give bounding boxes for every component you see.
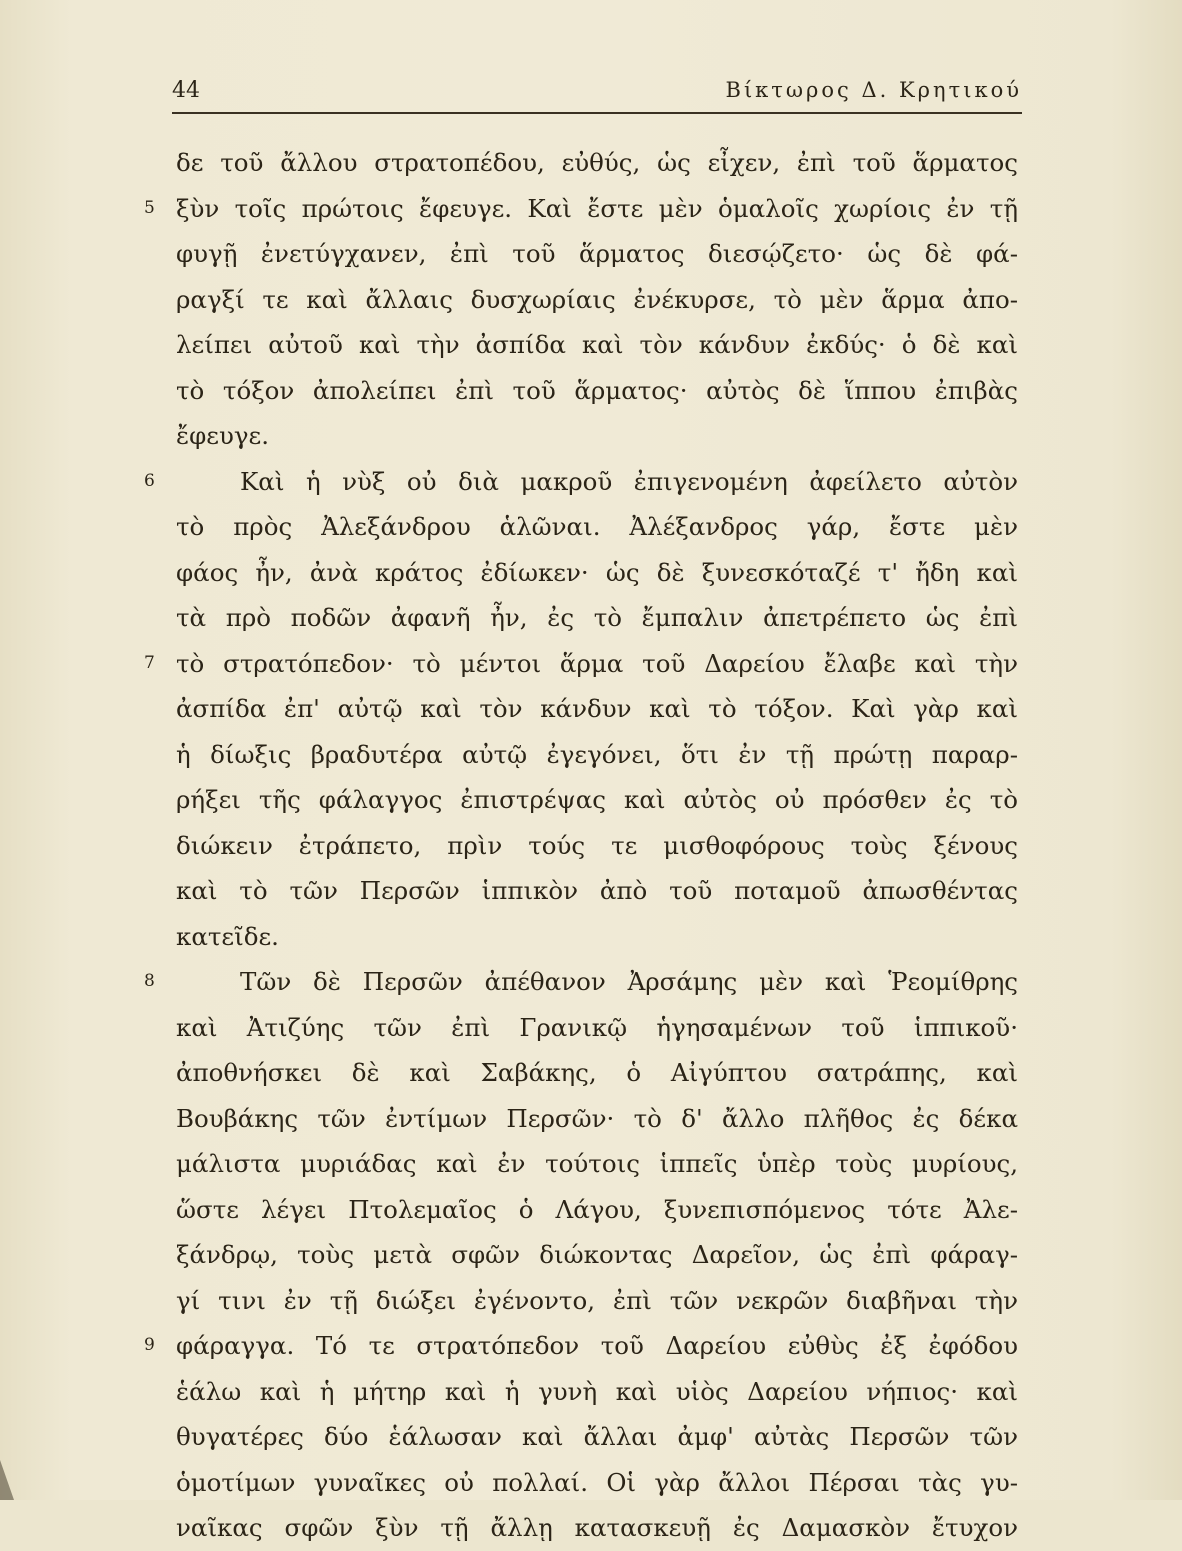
line-text: δε τοῦ ἄλλου στρατοπέδου, εὐθύς, ὡς εἶχεν, ἐπὶ τοῦ ἅρματος: [176, 148, 1018, 177]
text-line: [176, 914, 1018, 960]
scan-edge-mark: [0, 1460, 14, 1500]
section-number: 5: [144, 197, 155, 218]
line-text: τὸ πρὸς Ἀλεξάνδρου ἁλῶναι. Ἀλέξανδρος γάρ, ἔστε μὲν: [176, 512, 1018, 541]
text-line: [176, 550, 1018, 596]
line-text: ραγξί τε καὶ ἄλλαις δυσχωρίαις ἐνέκυρσε, τὸ μὲν ἅρμα ἀπο-: [176, 284, 1018, 314]
page-number: 44: [172, 78, 200, 103]
line-text: καὶ τὸ τῶν Περσῶν ἱππικὸν ἀπὸ τοῦ ποταμοῦ ἀπωσθέντας: [176, 876, 1018, 905]
line-text: Βουβάκης τῶν ἐντίμων Περσῶν· τὸ δ' ἄλλο πλῆθος ἐς δέκα: [176, 1103, 1018, 1133]
line-text: ἔφευγε.: [176, 421, 270, 450]
text-line: [176, 1050, 1018, 1096]
text-line: [176, 686, 1018, 732]
text-line: [176, 231, 1018, 277]
line-text: ἀποθνήσκει δὲ καὶ Σαβάκης, ὁ Αἰγύπτου σατράπης, καὶ: [176, 1058, 1018, 1087]
line-text: φάος ἦν, ἀνὰ κράτος ἐδίωκεν· ὡς δὲ ξυνεσκόταζέ τ' ἤδη καὶ: [176, 557, 1018, 587]
line-text: φυγῇ ἐνετύγχανεν, ἐπὶ τοῦ ἅρματος διεσῴζετο· ὡς δὲ φά-: [176, 239, 1018, 268]
line-text: ναῖκας σφῶν ξὺν τῇ ἄλλῃ κατασκευῇ ἐς Δαμασκὸν ἔτυχον: [176, 1513, 1018, 1542]
text-line: [176, 1232, 1018, 1278]
text-line: [144, 641, 1018, 687]
page-header: [172, 78, 1022, 106]
line-text: καὶ Ἀτιζύης τῶν ἐπὶ Γρανικῷ ἡγησαμένων τοῦ ἱππικοῦ·: [176, 1012, 1018, 1042]
text-line: [176, 140, 1018, 186]
line-text: ξὺν τοῖς πρώτοις ἔφευγε. Καὶ ἔστε μὲν ὁμαλοῖς χωρίοις ἐν τῇ: [176, 193, 1018, 223]
running-head: Βίκτωρος Δ. Κρητικού: [725, 78, 1022, 102]
header-rule: [172, 112, 1022, 114]
text-line: [176, 1096, 1018, 1142]
text-line: [176, 277, 1018, 323]
line-text: Καὶ ἡ νὺξ οὐ διὰ μακροῦ ἐπιγενομένη ἀφείλετο αὐτὸν: [240, 466, 1018, 496]
text-line: [176, 823, 1018, 869]
text-line: [176, 1187, 1018, 1233]
body-text: [144, 140, 1018, 1551]
text-line: [176, 368, 1018, 414]
text-line: [144, 459, 1018, 505]
line-text: ἀσπίδα ἐπ' αὐτῷ καὶ τὸν κάνδυν καὶ τὸ τόξον. Καὶ γὰρ καὶ: [176, 694, 1018, 723]
text-line: [176, 1460, 1018, 1506]
section-number: 8: [144, 971, 155, 991]
line-text: ἡ δίωξις βραδυτέρα αὐτῷ ἐγεγόνει, ὅτι ἐν τῇ πρώτῃ παραρ-: [176, 739, 1018, 769]
text-line: [144, 959, 1018, 1005]
text-line: [176, 1414, 1018, 1460]
text-line: [144, 1323, 1018, 1369]
text-line: [176, 732, 1018, 778]
text-line: [176, 413, 1018, 459]
line-text: ἑάλω καὶ ἡ μήτηρ καὶ ἡ γυνὴ καὶ υἱὸς Δαρείου νήπιος· καὶ: [176, 1376, 1018, 1406]
text-line: [176, 322, 1018, 368]
line-text: τὸ τόξον ἀπολείπει ἐπὶ τοῦ ἅρματος· αὐτὸς δὲ ἵππου ἐπιβὰς: [176, 375, 1018, 405]
text-line: [176, 1141, 1018, 1187]
line-text: ξάνδρῳ, τοὺς μετὰ σφῶν διώκοντας Δαρεῖον, ὡς ἐπὶ φάραγ-: [176, 1240, 1018, 1269]
line-text: Τῶν δὲ Περσῶν ἀπέθανον Ἀρσάμης μὲν καὶ Ῥεομίθρης: [240, 967, 1018, 996]
line-text: ρήξει τῆς φάλαγγος ἐπιστρέψας καὶ αὐτὸς οὐ πρόσθεν ἐς τὸ: [176, 785, 1018, 814]
text-line: [176, 1278, 1018, 1324]
section-number: 6: [144, 470, 155, 491]
line-text: γί τινι ἐν τῇ διώξει ἐγένοντο, ἐπὶ τῶν νεκρῶν διαβῆναι τὴν: [176, 1285, 1018, 1315]
line-text: διώκειν ἐτράπετο, πρὶν τούς τε μισθοφόρους τοὺς ξένους: [176, 830, 1018, 860]
line-text: μάλιστα μυριάδας καὶ ἐν τούτοις ἱππεῖς ὑπὲρ τοὺς μυρίους,: [176, 1149, 1018, 1178]
section-number: 9: [144, 1335, 155, 1355]
line-text: τὸ στρατόπεδον· τὸ μέντοι ἅρμα τοῦ Δαρείου ἔλαβε καὶ τὴν: [176, 648, 1018, 678]
line-text: φάραγγα. Τό τε στρατόπεδον τοῦ Δαρείου εὐθὺς ἐξ ἐφόδου: [176, 1331, 1018, 1360]
text-line: [176, 868, 1018, 914]
text-line: [144, 186, 1018, 232]
line-text: κατεῖδε.: [176, 921, 279, 951]
text-line: [176, 1505, 1018, 1551]
text-line: [176, 504, 1018, 550]
line-text: ὁμοτίμων γυναῖκες οὐ πολλαί. Οἱ γὰρ ἄλλοι Πέρσαι τὰς γυ-: [176, 1467, 1018, 1497]
line-text: θυγατέρες δύο ἑάλωσαν καὶ ἄλλαι ἀμφ' αὐτὰς Περσῶν τῶν: [176, 1422, 1018, 1451]
text-line: [176, 777, 1018, 823]
line-text: ὥστε λέγει Πτολεμαῖος ὁ Λάγου, ξυνεπισπόμενος τότε Ἀλε-: [176, 1194, 1018, 1224]
text-line: [176, 1369, 1018, 1415]
text-line: [176, 1005, 1018, 1051]
line-text: τὰ πρὸ ποδῶν ἀφανῆ ἦν, ἐς τὸ ἔμπαλιν ἀπετρέπετο ὡς ἐπὶ: [176, 603, 1018, 632]
text-line: [176, 595, 1018, 641]
section-number: 7: [144, 652, 155, 673]
line-text: λείπει αὐτοῦ καὶ τὴν ἀσπίδα καὶ τὸν κάνδυν ἐκδύς· ὁ δὲ καὶ: [176, 330, 1018, 359]
